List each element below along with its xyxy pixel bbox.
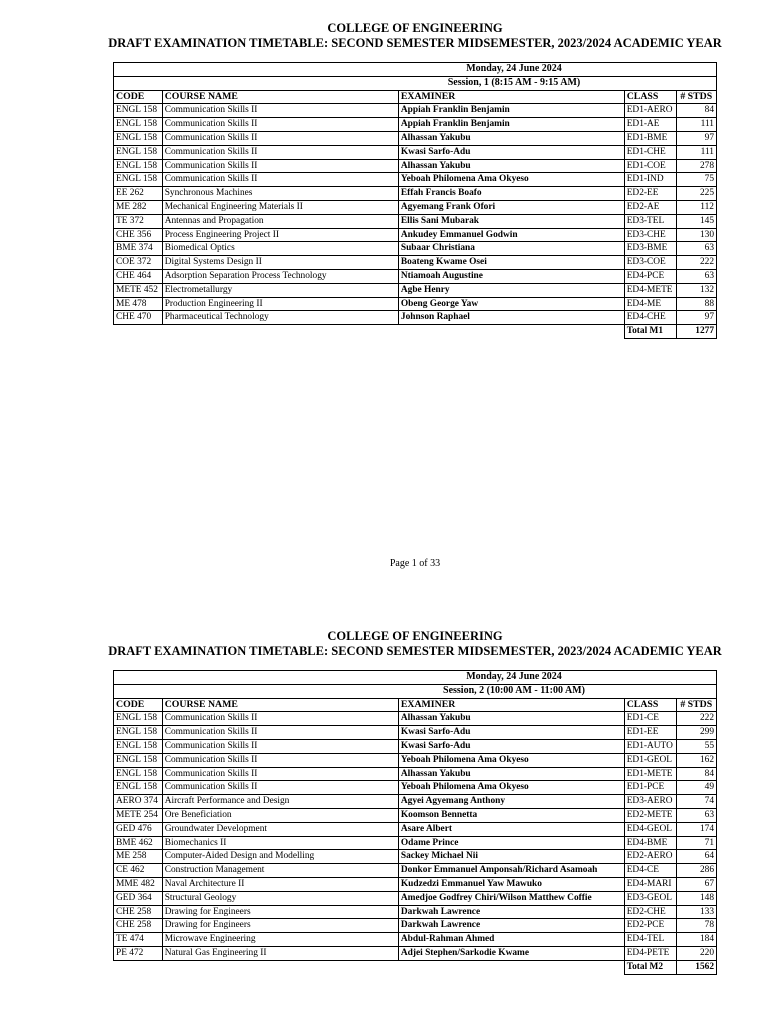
course-name-cell: Communication Skills II [162, 159, 398, 173]
course-name-cell: Drawing for Engineers [162, 905, 398, 919]
exam-date: Monday, 24 June 2024 [114, 63, 717, 77]
examiner-cell: Adjei Stephen/Sarkodie Kwame [398, 946, 624, 960]
course-name-cell: Naval Architecture II [162, 877, 398, 891]
course-name-cell: Mechanical Engineering Materials II [162, 200, 398, 214]
student-count-cell: 111 [676, 118, 717, 132]
total-spacer [114, 960, 625, 974]
class-cell: ED2-CHE [624, 905, 676, 919]
table-row [114, 753, 717, 767]
col-header-code: CODE [114, 698, 163, 712]
table-row [114, 946, 717, 960]
code-cell: ENGL 158 [114, 104, 163, 118]
student-count-cell: 148 [676, 891, 717, 905]
student-count-cell: 67 [676, 877, 717, 891]
code-cell: METE 452 [114, 283, 163, 297]
code-cell: COE 372 [114, 256, 163, 270]
table-row [114, 726, 717, 740]
examiner-cell: Effah Francis Boafo [398, 187, 624, 201]
course-name-cell: Production Engineering II [162, 297, 398, 311]
code-cell: ENGL 158 [114, 159, 163, 173]
class-cell: ED4-METE [624, 283, 676, 297]
table-row [114, 173, 717, 187]
session-row [114, 684, 717, 698]
examiner-cell: Agyei Agyemang Anthony [398, 795, 624, 809]
code-cell: ENGL 158 [114, 131, 163, 145]
class-cell: ED1-CHE [624, 145, 676, 159]
class-cell: ED1-IND [624, 173, 676, 187]
course-name-cell: Communication Skills II [162, 104, 398, 118]
student-count-cell: 174 [676, 822, 717, 836]
page-number: Page 1 of 33 [389, 558, 441, 569]
student-count-cell: 64 [676, 850, 717, 864]
table-row [114, 739, 717, 753]
college-heading: COLLEGE OF ENGINEERING [327, 21, 503, 35]
code-cell: ENGL 158 [114, 753, 163, 767]
examiner-cell: Kwasi Sarfo-Adu [398, 726, 624, 740]
student-count-cell: 278 [676, 159, 717, 173]
col-header-class: CLASS [624, 698, 676, 712]
table-body [114, 63, 717, 339]
header-row [114, 698, 717, 712]
student-count-cell: 130 [676, 228, 717, 242]
class-cell: ED3-COE [624, 256, 676, 270]
student-count-cell: 162 [676, 753, 717, 767]
course-name-cell: Biomedical Optics [162, 242, 398, 256]
timetable-heading: DRAFT EXAMINATION TIMETABLE: SECOND SEMESTER MIDSEMESTER, 2023/2024 ACADEMIC YEAR [108, 36, 722, 50]
table-row [114, 808, 717, 822]
table-row [114, 228, 717, 242]
table-row [114, 200, 717, 214]
class-cell: ED2-EE [624, 187, 676, 201]
class-cell: ED4-GEOL [624, 822, 676, 836]
course-name-cell: Process Engineering Project II [162, 228, 398, 242]
total-label: Total M2 [624, 960, 676, 974]
student-count-cell: 220 [676, 946, 717, 960]
code-cell: ENGL 158 [114, 767, 163, 781]
session-label: Session, 2 (10:00 AM - 11:00 AM) [114, 684, 717, 698]
course-name-cell: Communication Skills II [162, 145, 398, 159]
course-name-cell: Adsorption Separation Process Technology [162, 269, 398, 283]
table-row [114, 864, 717, 878]
class-cell: ED2-METE [624, 808, 676, 822]
col-header-examiner: EXAMINER [398, 90, 624, 104]
col-header-class: CLASS [624, 90, 676, 104]
table-row [114, 297, 717, 311]
col-header-stds: # STDS [676, 698, 717, 712]
code-cell: ENGL 158 [114, 781, 163, 795]
table-row [114, 214, 717, 228]
code-cell: ME 478 [114, 297, 163, 311]
table-row [114, 795, 717, 809]
examiner-cell: Amedjoe Godfrey Chiri/Wilson Matthew Coffie [398, 891, 624, 905]
course-name-cell: Aircraft Performance and Design [162, 795, 398, 809]
course-name-cell: Digital Systems Design II [162, 256, 398, 270]
course-name-cell: Drawing for Engineers [162, 919, 398, 933]
class-cell: ED1-PCE [624, 781, 676, 795]
course-name-cell: Communication Skills II [162, 739, 398, 753]
total-row [114, 325, 717, 339]
examiner-cell: Alhassan Yakubu [398, 712, 624, 726]
col-header-examiner: EXAMINER [398, 698, 624, 712]
session-table [113, 62, 717, 339]
code-cell: MME 482 [114, 877, 163, 891]
code-cell: TE 372 [114, 214, 163, 228]
session-table [113, 670, 717, 975]
examiner-cell: Subaar Christiana [398, 242, 624, 256]
examiner-cell: Sackey Michael Nii [398, 850, 624, 864]
class-cell: ED1-EE [624, 726, 676, 740]
student-count-cell: 84 [676, 767, 717, 781]
date-row [114, 671, 717, 685]
examiner-cell: Alhassan Yakubu [398, 131, 624, 145]
total-label: Total M1 [624, 325, 676, 339]
examiner-cell: Ellis Sani Mubarak [398, 214, 624, 228]
student-count-cell: 225 [676, 187, 717, 201]
student-count-cell: 111 [676, 145, 717, 159]
code-cell: AERO 374 [114, 795, 163, 809]
total-row [114, 960, 717, 974]
table-row [114, 919, 717, 933]
class-cell: ED4-PCE [624, 269, 676, 283]
code-cell: BME 462 [114, 836, 163, 850]
class-cell: ED3-GEOL [624, 891, 676, 905]
table-row [114, 187, 717, 201]
col-header-code: CODE [114, 90, 163, 104]
course-name-cell: Communication Skills II [162, 781, 398, 795]
table-row [114, 905, 717, 919]
course-name-cell: Biomechanics II [162, 836, 398, 850]
examiner-cell: Ntiamoah Augustine [398, 269, 624, 283]
student-count-cell: 55 [676, 739, 717, 753]
table-row [114, 767, 717, 781]
examiner-cell: Boateng Kwame Osei [398, 256, 624, 270]
code-cell: PE 472 [114, 946, 163, 960]
student-count-cell: 97 [676, 311, 717, 325]
class-cell: ED2-PCE [624, 919, 676, 933]
code-cell: TE 474 [114, 933, 163, 947]
table-row [114, 118, 717, 132]
code-cell: METE 254 [114, 808, 163, 822]
code-cell: EE 262 [114, 187, 163, 201]
student-count-cell: 299 [676, 726, 717, 740]
course-name-cell: Groundwater Development [162, 822, 398, 836]
course-name-cell: Communication Skills II [162, 753, 398, 767]
course-name-cell: Communication Skills II [162, 173, 398, 187]
course-name-cell: Communication Skills II [162, 118, 398, 132]
examiner-cell: Darkwah Lawrence [398, 919, 624, 933]
examiner-cell: Darkwah Lawrence [398, 905, 624, 919]
class-cell: ED1-BME [624, 131, 676, 145]
code-cell: ENGL 158 [114, 145, 163, 159]
examiner-cell: Agbe Henry [398, 283, 624, 297]
student-count-cell: 78 [676, 919, 717, 933]
examiner-cell: Kwasi Sarfo-Adu [398, 739, 624, 753]
examiner-cell: Yeboah Philomena Ama Okyeso [398, 781, 624, 795]
code-cell: GED 476 [114, 822, 163, 836]
examiner-cell: Asare Albert [398, 822, 624, 836]
code-cell: CHE 464 [114, 269, 163, 283]
examiner-cell: Appiah Franklin Benjamin [398, 104, 624, 118]
total-spacer [114, 325, 625, 339]
examiner-cell: Ankudey Emmanuel Godwin [398, 228, 624, 242]
examiner-cell: Alhassan Yakubu [398, 159, 624, 173]
student-count-cell: 71 [676, 836, 717, 850]
student-count-cell: 133 [676, 905, 717, 919]
student-count-cell: 97 [676, 131, 717, 145]
table-body [114, 671, 717, 975]
total-value: 1277 [676, 325, 717, 339]
code-cell: ENGL 158 [114, 739, 163, 753]
table-row [114, 159, 717, 173]
class-cell: ED2-AERO [624, 850, 676, 864]
course-name-cell: Communication Skills II [162, 767, 398, 781]
code-cell: CE 462 [114, 864, 163, 878]
table-row [114, 283, 717, 297]
code-cell: ENGL 158 [114, 173, 163, 187]
date-row [114, 63, 717, 77]
code-cell: ME 258 [114, 850, 163, 864]
student-count-cell: 88 [676, 297, 717, 311]
table-row [114, 311, 717, 325]
examiner-cell: Obeng George Yaw [398, 297, 624, 311]
examiner-cell: Johnson Raphael [398, 311, 624, 325]
code-cell: ENGL 158 [114, 726, 163, 740]
class-cell: ED3-BME [624, 242, 676, 256]
class-cell: ED4-BME [624, 836, 676, 850]
class-cell: ED1-AERO [624, 104, 676, 118]
course-name-cell: Structural Geology [162, 891, 398, 905]
student-count-cell: 75 [676, 173, 717, 187]
student-count-cell: 184 [676, 933, 717, 947]
table-row [114, 836, 717, 850]
class-cell: ED1-METE [624, 767, 676, 781]
table-row [114, 891, 717, 905]
examiner-cell: Appiah Franklin Benjamin [398, 118, 624, 132]
session-label: Session, 1 (8:15 AM - 9:15 AM) [114, 76, 717, 90]
table-row [114, 269, 717, 283]
examiner-cell: Odame Prince [398, 836, 624, 850]
course-name-cell: Natural Gas Engineering II [162, 946, 398, 960]
exam-date: Monday, 24 June 2024 [114, 671, 717, 685]
table-row [114, 145, 717, 159]
code-cell: ME 282 [114, 200, 163, 214]
student-count-cell: 49 [676, 781, 717, 795]
class-cell: ED4-TEL [624, 933, 676, 947]
student-count-cell: 222 [676, 256, 717, 270]
code-cell: BME 374 [114, 242, 163, 256]
examiner-cell: Agyemang Frank Ofori [398, 200, 624, 214]
class-cell: ED1-AE [624, 118, 676, 132]
class-cell: ED1-AUTO [624, 739, 676, 753]
table-row [114, 256, 717, 270]
table-row [114, 933, 717, 947]
code-cell: CHE 356 [114, 228, 163, 242]
header-row [114, 90, 717, 104]
student-count-cell: 112 [676, 200, 717, 214]
total-value: 1562 [676, 960, 717, 974]
table-row [114, 850, 717, 864]
class-cell: ED1-GEOL [624, 753, 676, 767]
course-name-cell: Pharmaceutical Technology [162, 311, 398, 325]
student-count-cell: 84 [676, 104, 717, 118]
class-cell: ED4-CE [624, 864, 676, 878]
student-count-cell: 74 [676, 795, 717, 809]
examiner-cell: Alhassan Yakubu [398, 767, 624, 781]
student-count-cell: 63 [676, 808, 717, 822]
examiner-cell: Abdul-Rahman Ahmed [398, 933, 624, 947]
col-header-course: COURSE NAME [162, 698, 398, 712]
course-name-cell: Ore Beneficiation [162, 808, 398, 822]
code-cell: ENGL 158 [114, 118, 163, 132]
course-name-cell: Synchronous Machines [162, 187, 398, 201]
code-cell: CHE 470 [114, 311, 163, 325]
course-name-cell: Microwave Engineering [162, 933, 398, 947]
course-name-cell: Communication Skills II [162, 712, 398, 726]
class-cell: ED4-ME [624, 297, 676, 311]
table-row [114, 104, 717, 118]
code-cell: CHE 258 [114, 905, 163, 919]
examiner-cell: Koomson Bennetta [398, 808, 624, 822]
code-cell: GED 364 [114, 891, 163, 905]
col-header-course: COURSE NAME [162, 90, 398, 104]
code-cell: CHE 258 [114, 919, 163, 933]
examiner-cell: Yeboah Philomena Ama Okyeso [398, 753, 624, 767]
code-cell: ENGL 158 [114, 712, 163, 726]
student-count-cell: 222 [676, 712, 717, 726]
timetable-heading: DRAFT EXAMINATION TIMETABLE: SECOND SEMESTER MIDSEMESTER, 2023/2024 ACADEMIC YEAR [108, 644, 722, 658]
table-row [114, 242, 717, 256]
class-cell: ED1-COE [624, 159, 676, 173]
class-cell: ED4-MARI [624, 877, 676, 891]
student-count-cell: 63 [676, 269, 717, 283]
examiner-cell: Kwasi Sarfo-Adu [398, 145, 624, 159]
student-count-cell: 286 [676, 864, 717, 878]
class-cell: ED4-PETE [624, 946, 676, 960]
examiner-cell: Donkor Emmanuel Amponsah/Richard Asamoah [398, 864, 624, 878]
class-cell: ED1-CE [624, 712, 676, 726]
table-row [114, 822, 717, 836]
student-count-cell: 63 [676, 242, 717, 256]
college-heading: COLLEGE OF ENGINEERING [327, 629, 503, 643]
course-name-cell: Construction Management [162, 864, 398, 878]
course-name-cell: Computer-Aided Design and Modelling [162, 850, 398, 864]
table-row [114, 781, 717, 795]
student-count-cell: 132 [676, 283, 717, 297]
examiner-cell: Kudzedzi Emmanuel Yaw Mawuko [398, 877, 624, 891]
table-row [114, 877, 717, 891]
examiner-cell: Yeboah Philomena Ama Okyeso [398, 173, 624, 187]
table-row [114, 131, 717, 145]
course-name-cell: Antennas and Propagation [162, 214, 398, 228]
session-row [114, 76, 717, 90]
course-name-cell: Electrometallurgy [162, 283, 398, 297]
col-header-stds: # STDS [676, 90, 717, 104]
course-name-cell: Communication Skills II [162, 726, 398, 740]
student-count-cell: 145 [676, 214, 717, 228]
class-cell: ED2-AE [624, 200, 676, 214]
class-cell: ED3-AERO [624, 795, 676, 809]
class-cell: ED4-CHE [624, 311, 676, 325]
class-cell: ED3-TEL [624, 214, 676, 228]
table-row [114, 712, 717, 726]
course-name-cell: Communication Skills II [162, 131, 398, 145]
class-cell: ED3-CHE [624, 228, 676, 242]
